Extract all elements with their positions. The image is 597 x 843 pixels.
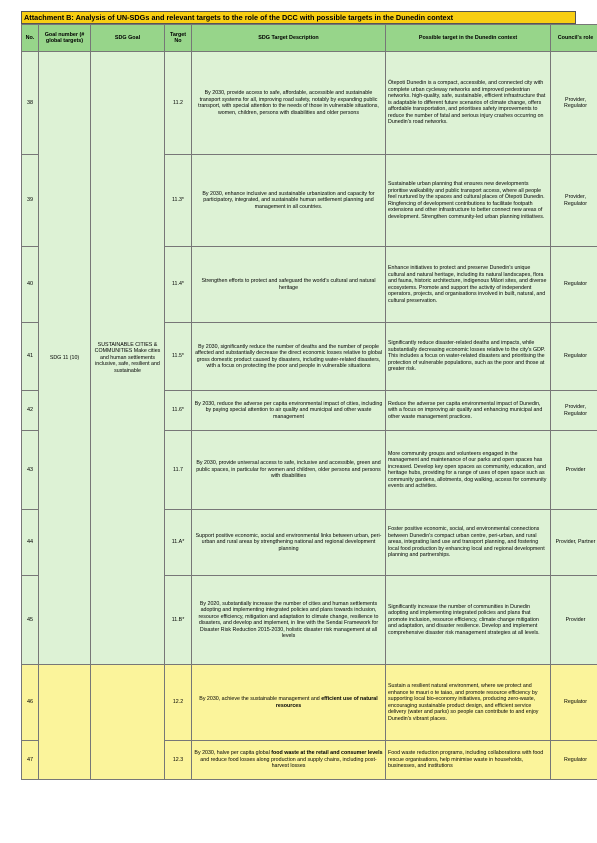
target-description: By 2030, enhance inclusive and sustainable urbanization and capacity for participatory, integrated, and sustainable human settlement planning and management in all countries.	[192, 155, 386, 247]
possible-target: Sustainable urban planning that ensures new developments prioritise walkability and public transport access, where all people feel nurtured by the spaces and cultural places of Ōtepoti Dunedin. Ringfencing of development contributions to facilitate footpath extensions and other infrastructure to better connect new areas of development. Strengthen community-led urban planning initiatives.	[386, 155, 551, 247]
possible-target: Food waste reduction programs, including collaborations with food rescue organisations, help minimise waste in households, businesses, and institutions	[386, 741, 551, 780]
header-row	[22, 25, 597, 52]
row-number: 45	[22, 576, 39, 665]
table-row	[22, 52, 597, 155]
attachment-title: Attachment B: Analysis of UN-SDGs and relevant targets to the role of the DCC with possible targets in the Dunedin context	[21, 11, 576, 24]
target-number: 11.B*	[165, 576, 192, 665]
council-role: Provider, Regulator	[551, 155, 597, 247]
row-number: 40	[22, 247, 39, 323]
possible-target: Reduce the adverse per capita environmental impact of Dunedin, with a focus on improving air quality and enhancing municipal and other waste management practices.	[386, 391, 551, 431]
council-role: Provider, Partner	[551, 510, 597, 576]
council-role: Regulator	[551, 741, 597, 780]
target-number: 11.A*	[165, 510, 192, 576]
header-target-no: Target No	[165, 25, 192, 52]
header-council-role: Council's role	[551, 25, 597, 52]
target-description: By 2030, reduce the adverse per capita environmental impact of cities, including by paying special attention to air quality and municipal and other waste management	[192, 391, 386, 431]
header-sdg-goal: SDG Goal	[91, 25, 165, 52]
possible-target: Significantly reduce disaster-related deaths and impacts, while substantially decreasing economic losses relative to the city's GDP. This includes a focus on water-related disasters and prioritising the protection of vulnerable populations, such as the poor and those at greater risk.	[386, 323, 551, 391]
target-number: 11.2	[165, 52, 192, 155]
target-number: 11.3*	[165, 155, 192, 247]
target-description	[192, 741, 386, 780]
target-number: 12.3	[165, 741, 192, 780]
council-role: Provider	[551, 576, 597, 665]
target-description: By 2030, provide universal access to safe, inclusive and accessible, green and public spaces, in particular for women and children, older persons and persons with disabilities	[192, 431, 386, 510]
description-text: and reduce food losses along production and supply chains, including post-harvest losses	[200, 756, 377, 770]
row-number: 47	[22, 741, 39, 780]
row-number: 44	[22, 510, 39, 576]
possible-target: Sustain a resilient natural environment, where we protect and enhance te mauri o te taiao, and promote resource efficiency by supporting local bio-economy initiatives, producing zero-waste, encouraging sustainable product design, and efficient service delivery (water and parks) so people can contribute to and enjoy Dunedin's vibrant places.	[386, 665, 551, 741]
header-description: SDG Target Description	[192, 25, 386, 52]
target-number: 12.2	[165, 665, 192, 741]
description-text: By 2030, halve per capita global	[194, 750, 272, 757]
goal-description-cell: SUSTAINABLE CITIES & COMMUNITIES Make cities and human settlements inclusive, safe, resilient and sustainable	[91, 52, 165, 665]
target-number: 11.6*	[165, 391, 192, 431]
row-number: 39	[22, 155, 39, 247]
target-description	[192, 665, 386, 741]
target-description: Strengthen efforts to protect and safeguard the world's cultural and natural heritage	[192, 247, 386, 323]
target-description: By 2030, significantly reduce the number of deaths and the number of people affected and substantially decrease the direct economic losses relative to global gross domestic product caused by disasters, including water-related disasters, with a focus on protecting the poor and people in vulnerable situations	[192, 323, 386, 391]
goal-number-cell: SDG 11 (10)	[39, 52, 91, 665]
header-no: No.	[22, 25, 39, 52]
council-role: Provider, Regulator	[551, 52, 597, 155]
row-number: 41	[22, 323, 39, 391]
row-number: 38	[22, 52, 39, 155]
row-number: 42	[22, 391, 39, 431]
target-number: 11.5*	[165, 323, 192, 391]
possible-target: Foster positive economic, social, and environmental connections between Dunedin's compact urban centre, peri-urban, and rural areas, integrating land use and transport planning, and fostering local food production by enhancing local and regional development planning and partnerships.	[386, 510, 551, 576]
sdg-table	[21, 24, 597, 780]
council-role: Regulator	[551, 247, 597, 323]
possible-target: Significantly increase the number of communities in Dunedin adopting and implementing integrated policies and plans that promote inclusion, resource efficiency, climate change mitigation and adaptation, and disaster resilience. Develop and implement comprehensive disaster risk management strategies at all levels.	[386, 576, 551, 665]
possible-target: More community groups and volunteers engaged in the management and maintenance of our parks and open spaces has increased. Develop key open spaces as community, education, and heritage hubs, providing for a range of uses of open space such as community gardens, allotments, dog walking, access for community events and activities.	[386, 431, 551, 510]
council-role: Provider, Regulator	[551, 391, 597, 431]
target-number: 11.4*	[165, 247, 192, 323]
council-role: Regulator	[551, 665, 597, 741]
target-description: By 2030, provide access to safe, affordable, accessible and sustainable transport systems for all, improving road safety, notably by expanding public transport, with special attention to the needs of those in vulnerable situations, women, children, persons with disabilities and older persons	[192, 52, 386, 155]
description-text: By 2030, achieve the sustainable management and	[199, 696, 322, 702]
table-row	[22, 665, 597, 741]
description-highlight: efficient use of natural resources	[275, 696, 378, 709]
goal-description-cell-empty	[91, 665, 165, 780]
council-role: Provider	[551, 431, 597, 510]
header-goal-number: Goal number (# global targets)	[39, 25, 91, 52]
header-possible-target: Possible target in the Dunedin context	[386, 25, 551, 52]
possible-target: Enhance initiatives to protect and preserve Dunedin's unique cultural and natural heritage, including its natural landscapes, flora and fauna, historic architecture, indigenous Māori sites, and diverse ecosystems. Promote and support the activity of independent operators, projects, and organisations involved in built, natural, and cultural preservation.	[386, 247, 551, 323]
target-number: 11.7	[165, 431, 192, 510]
target-description: Support positive economic, social and environmental links between urban, peri-urban and rural areas by strengthening national and regional development planning	[192, 510, 386, 576]
row-number: 46	[22, 665, 39, 741]
target-description: By 2020, substantially increase the number of cities and human settlements adopting and implementing integrated policies and plans towards inclusion, resource efficiency, mitigation and adaptation to climate change, resilience to disasters, and develop and implement, in line with the Sendai Framework for Disaster Risk Reduction 2015-2030, holistic disaster risk management at all levels	[192, 576, 386, 665]
council-role: Regulator	[551, 323, 597, 391]
goal-number-cell-empty	[39, 665, 91, 780]
row-number: 43	[22, 431, 39, 510]
description-highlight: food waste at the retail and consumer levels	[271, 750, 383, 757]
possible-target: Ōtepoti Dunedin is a compact, accessible, and connected city with complete urban cycleway networks and improved pedestrian networks. high-quality, safe, sustainable, efficient infrastructure that is adaptable to different future scenarios of climate change, offers affordable transportation, and prioritises safety improvements to reduce the number of fatal and serious injury crashes occurring on Dunedin's road networks.	[386, 52, 551, 155]
